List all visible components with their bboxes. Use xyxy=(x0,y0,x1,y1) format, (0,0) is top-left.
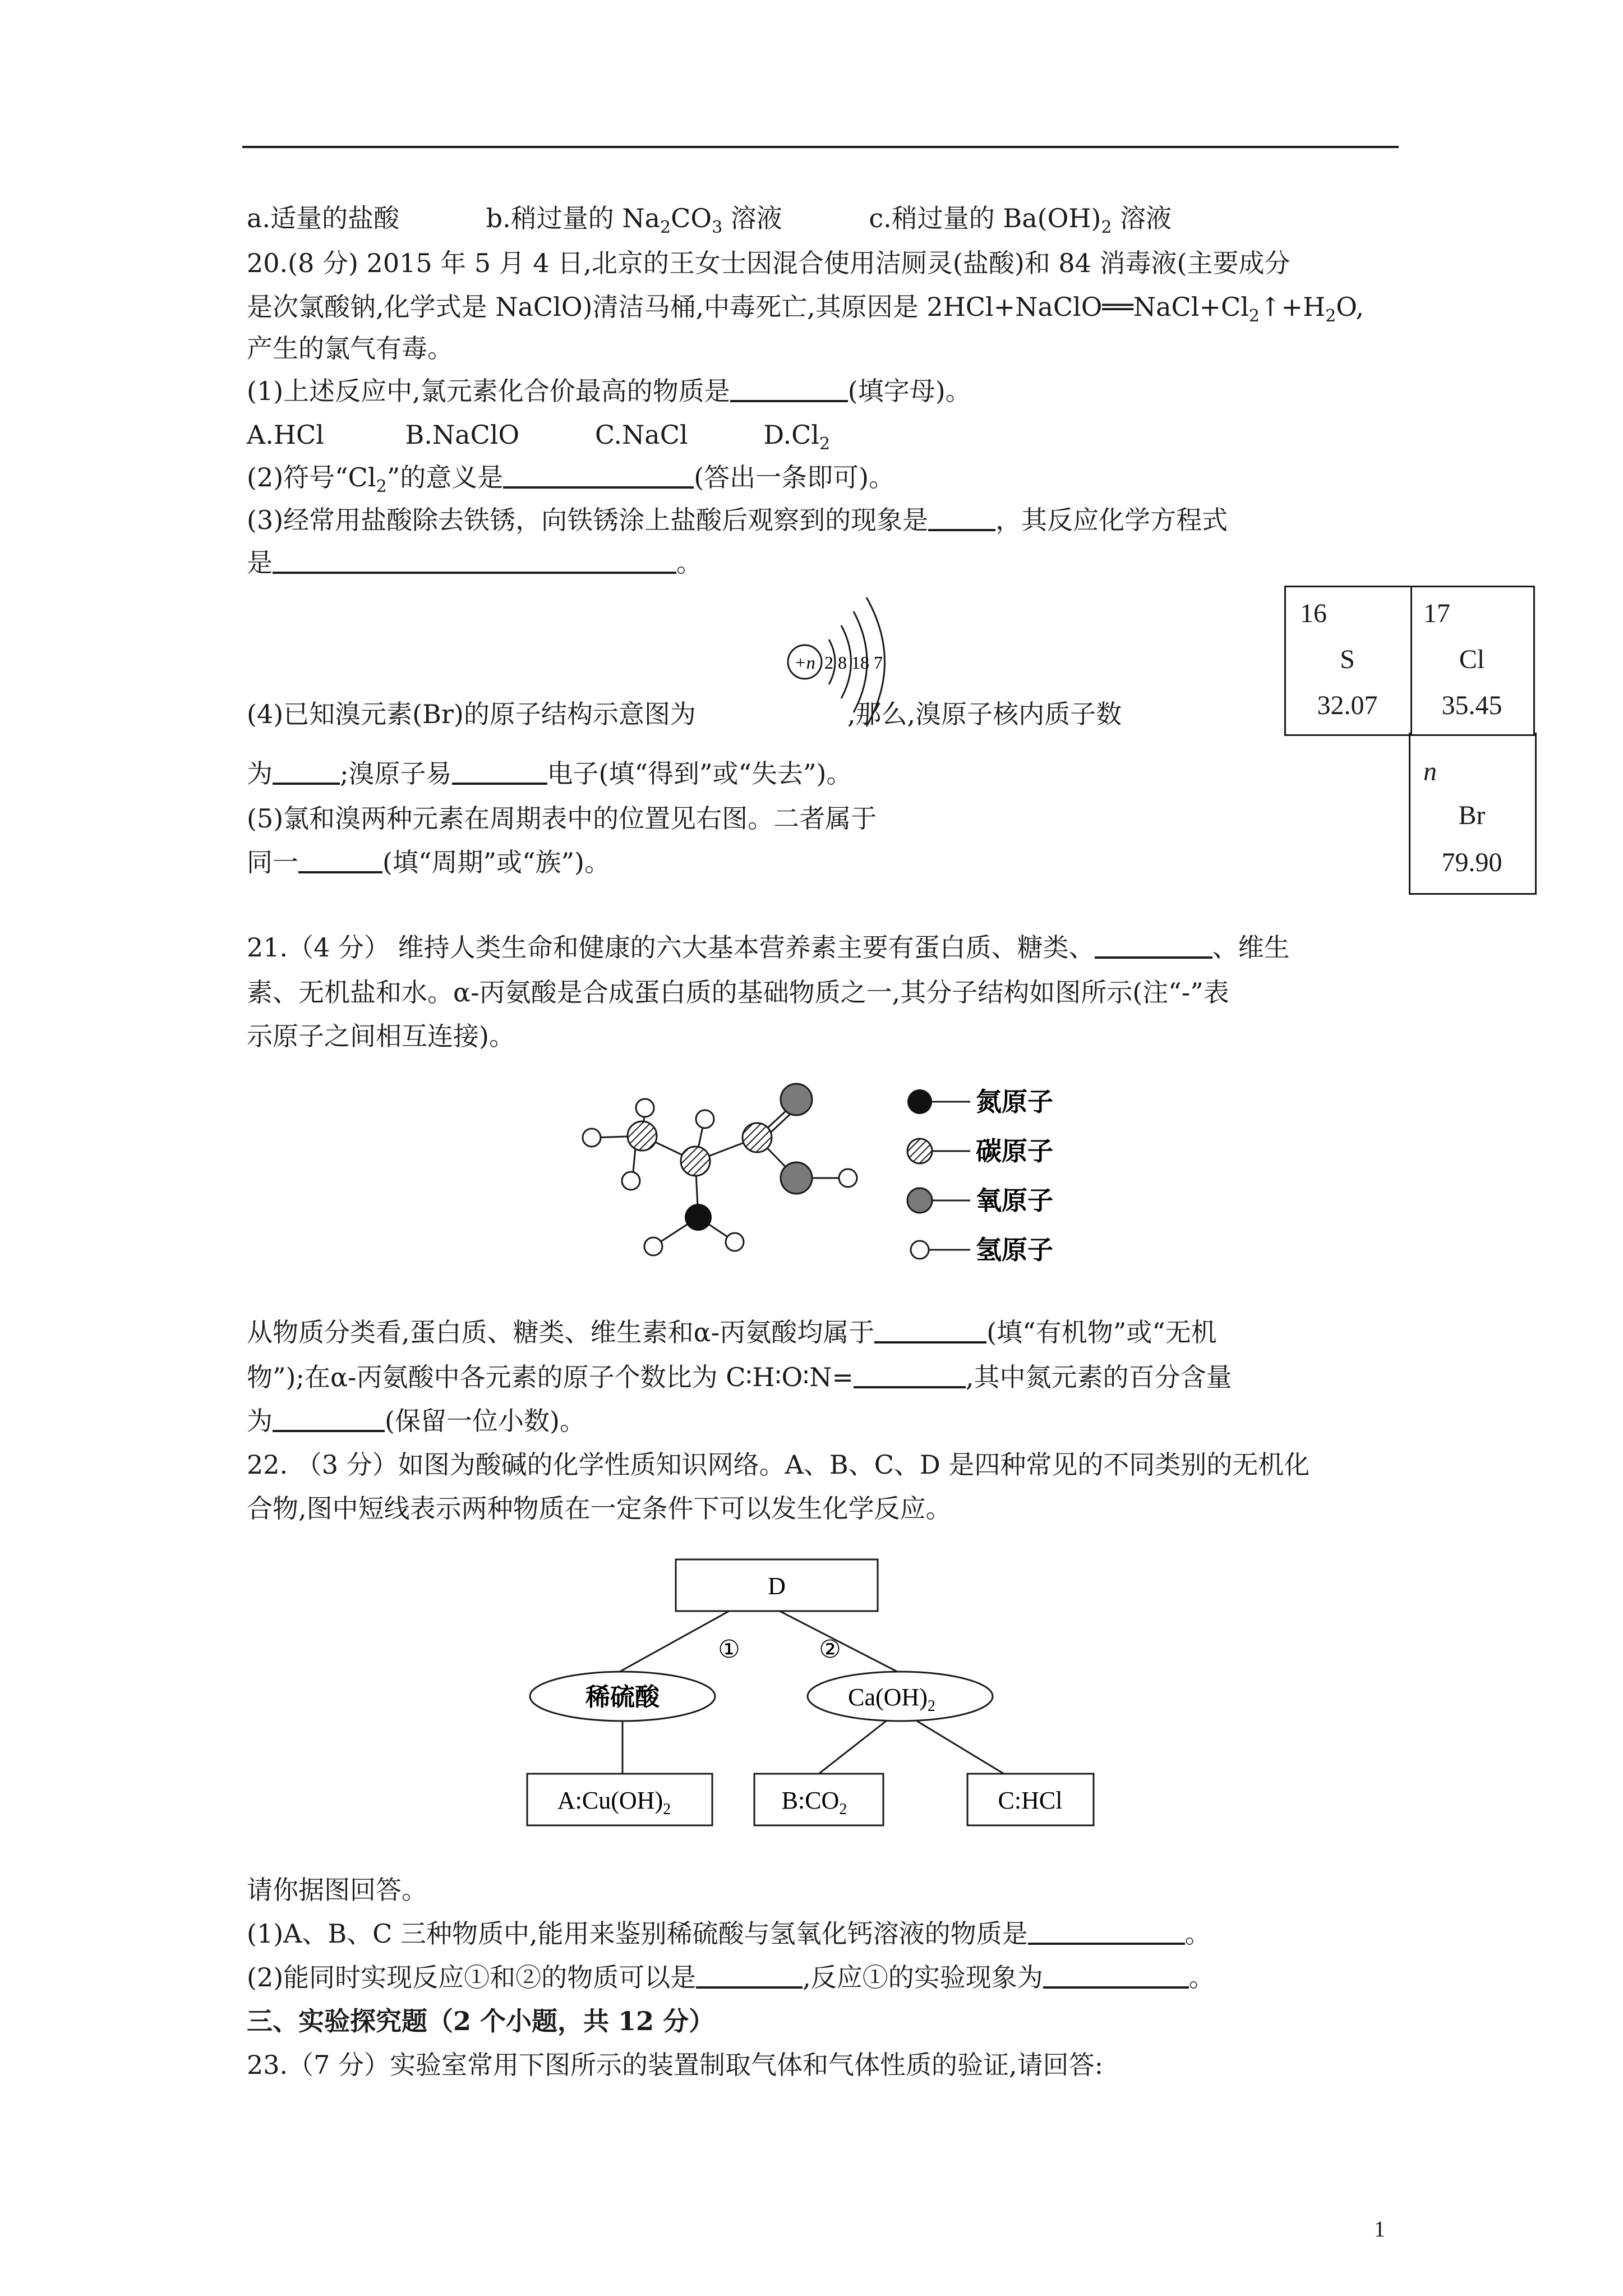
ellipse-left-label: 稀硫酸 xyxy=(585,1683,660,1711)
box-a-label: $A:Cu(OH)_2$ xyxy=(557,1787,671,1818)
sulfur-number: 16 xyxy=(1300,599,1327,628)
ellipse-right-label: $Ca(OH)_2$ xyxy=(848,1683,935,1715)
answer-blank[interactable] xyxy=(273,760,340,785)
nitrogen-atom xyxy=(685,1204,712,1231)
oxygen-atoms xyxy=(781,1084,812,1194)
answer-blank[interactable] xyxy=(854,1364,966,1388)
q20-part5b: 同一 (填“周期”或“族”)。 xyxy=(247,847,610,877)
box-c-label: C:HCl xyxy=(998,1787,1063,1814)
legend-oxygen: 氧原子 xyxy=(976,1186,1053,1215)
acid-base-network-diagram xyxy=(505,1554,1122,1834)
nucleus-label: +n xyxy=(794,652,815,673)
q20-line2: 是次氯酸钠,化学式是 NaClO)清洁马桶,中毒死亡,其原因是 $2HCl+NaClO══NaCl+Cl_2↑+H_2O$, xyxy=(247,292,1364,326)
answer-blank[interactable] xyxy=(298,849,382,873)
header-rule xyxy=(242,146,1399,148)
q20-part5: (5)氯和溴两种元素在周期表中的位置见右图。二者属于 xyxy=(247,803,877,834)
bromine-number: n xyxy=(1423,757,1437,786)
option-b: b.稍过量的 $Na_2CO_3$ 溶液 xyxy=(486,203,782,237)
box-d-label: D xyxy=(768,1572,786,1600)
reaction-mark-2: ② xyxy=(819,1636,841,1663)
q22-after2: (2)能同时实现反应①和②的物质可以是 ,反应①的实验现象为 。 xyxy=(247,1962,1215,1993)
q20-part1: (1)上述反应中,氯元素化合价最高的物质是 (填字母)。 xyxy=(247,376,971,406)
cell-sulfur xyxy=(1284,586,1412,736)
q22-after0: 请你据图回答。 xyxy=(247,1875,427,1905)
molecule-legend xyxy=(907,1088,1053,1264)
q20-part4: (4)已知溴元素(Br)的原子结构示意图为 ,那么,溴原子核内质子数 xyxy=(247,699,1122,729)
chlorine-mass: 35.45 xyxy=(1441,691,1502,720)
bromine-symbol: Br xyxy=(1458,800,1486,830)
answer-blank[interactable] xyxy=(1095,934,1212,959)
answer-blank[interactable] xyxy=(452,760,547,785)
answer-blank[interactable] xyxy=(696,1964,803,1989)
q20-part3: (3)经常用盐酸除去铁锈，向铁锈涂上盐酸后观察到的现象是 ，其反应化学方程式 xyxy=(247,505,1228,535)
option-c: c.稍过量的 $Ba(OH)_2$ 溶液 xyxy=(869,203,1172,237)
cell-bromine xyxy=(1409,733,1537,895)
legend-carbon: 碳原子 xyxy=(976,1137,1053,1166)
legend-nitrogen: 氮原子 xyxy=(976,1088,1053,1116)
q20-options: A.HCl B.NaClO C.NaCl $D.Cl_2$ xyxy=(247,420,831,454)
option-a: a.适量的盐酸 xyxy=(247,203,400,233)
bromine-mass: 79.90 xyxy=(1441,848,1502,877)
q21-line2: 素、无机盐和水。α-丙氨酸是合成蛋白质的基础物质之一,其分子结构如图所示(注“-”表 xyxy=(247,977,1229,1007)
options-line xyxy=(247,202,1172,237)
answer-blank[interactable] xyxy=(273,549,676,574)
q20-part3b: 是 。 xyxy=(247,547,702,578)
electron-counts: 2 8 18 7 xyxy=(824,652,883,673)
answer-blank[interactable] xyxy=(1028,1920,1185,1945)
sulfur-symbol: S xyxy=(1340,645,1355,674)
chlorine-number: 17 xyxy=(1423,599,1450,628)
answer-blank[interactable] xyxy=(730,378,848,402)
sulfur-mass: 32.07 xyxy=(1317,691,1378,720)
q21-after1: 从物质分类看,蛋白质、糖类、维生素和α-丙氨酸均属于 (填“有机物”或“无机 xyxy=(247,1317,1217,1347)
box-b-label: $B:CO_2$ xyxy=(781,1787,847,1818)
q21-after2: 物”);在α-丙氨酸中各元素的原子个数比为 C∶H∶O∶N= ,其中氮元素的百分含量 xyxy=(247,1362,1232,1392)
reaction-mark-1: ① xyxy=(718,1636,740,1663)
chlorine-symbol: Cl xyxy=(1459,645,1485,674)
q22-line1: 22. （3 分）如图为酸碱的化学性质知识网络。A、B、C、D 是四种常见的不同类别的无机化 xyxy=(247,1450,1310,1480)
legend-hydrogen: 氢原子 xyxy=(976,1236,1053,1264)
q23-line1: 23.（7 分）实验室常用下图所示的装置制取气体和气体性质的验证,请回答: xyxy=(247,2050,1104,2080)
q21-line1: 21.（4 分） 维持人类生命和健康的六大基本营养素主要有蛋白质、糖类、 、维生 xyxy=(247,932,1290,963)
q20-line3: 产生的氯气有毒。 xyxy=(247,333,453,364)
answer-blank[interactable] xyxy=(1043,1964,1189,1989)
q21-after3: 为 (保留一位小数)。 xyxy=(247,1406,585,1436)
q20-line1: 20.(8 分) 2015 年 5 月 4 日,北京的王女士因混合使用洁厕灵(盐酸)和 84 消毒液(主要成分 xyxy=(247,248,1290,278)
answer-blank[interactable] xyxy=(503,464,694,489)
q21-line3: 示原子之间相互连接)。 xyxy=(247,1021,515,1051)
q20-part4b: 为 ;溴原子易 电子(填“得到”或“失去”)。 xyxy=(247,758,852,789)
answer-blank[interactable] xyxy=(273,1407,385,1432)
q20-part2: (2)符号“$Cl_2$”的意义是 (答出一条即可)。 xyxy=(247,462,895,496)
section-3-heading: 三、实验探究题（2 个小题，共 12 分） xyxy=(247,2006,715,2036)
carbon-atoms xyxy=(628,1121,772,1176)
alanine-molecule-diagram xyxy=(561,1077,1122,1296)
q22-after1: (1)A、B、C 三种物质中,能用来鉴别稀硫酸与氢氧化钙溶液的物质是 。 xyxy=(247,1918,1211,1949)
answer-blank[interactable] xyxy=(928,507,995,531)
cell-chlorine xyxy=(1409,586,1535,736)
page-number: 1 xyxy=(1374,2216,1385,2242)
answer-blank[interactable] xyxy=(874,1319,986,1343)
q22-line2: 合物,图中短线表示两种物质在一定条件下可以发生化学反应。 xyxy=(247,1493,952,1524)
